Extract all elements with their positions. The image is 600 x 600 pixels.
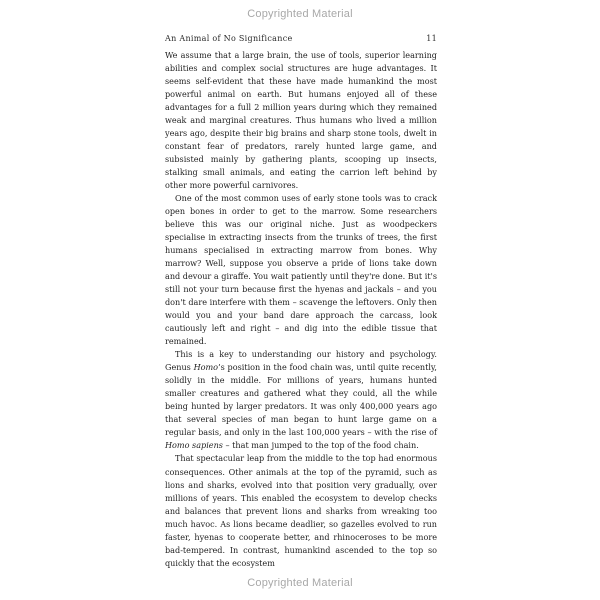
paragraph: We assume that a large brain, the use of tools, superior learning abilities and complex social structures are huge advantages. It seems self-evident that these have made humankind the most powerful animal on earth. But humans enjoyed all of these advantages for a full 2 million years during which they remained weak and marginal creatures. Thus humans who lived a million years ago, despite their big brains and sharp stone tools, dwelt in constant fear of predators, rarely hunted large game, and subsisted mainly by gathering plants, scooping up insects, stalking small animals, and eating the carrion left behind by other more powerful carnivores. xyxy=(165,50,437,191)
chapter-title: An Animal of No Significance xyxy=(165,34,293,43)
book-page xyxy=(165,32,437,570)
paragraph: This is a key to understanding our history and psychology. Genus Homo’s position in the food chain was, until quite recently, solidly in the middle. For millions of years, humans hunted smaller creatures and gathered what they could, all the while being hunted by larger predators. It was only 400,000 years ago that several species of man began to hunt large game on a regular basis, and only in the last 100,000 years – with the rise of Homo sapiens – that man jumped to the top of the food chain. xyxy=(165,349,437,451)
running-head xyxy=(165,32,437,46)
paragraph: One of the most common uses of early stone tools was to crack open bones in order to get to the marrow. Some researchers believe this was our original niche. Just as woodpeckers specialise in extracting insects from the trunks of trees, the first humans specialised in extracting marrow from bones. Why marrow? Well, suppose you observe a pride of lions take down and devour a giraffe. You wait patiently until they're done. But it's still not your turn because first the hyenas and jackals – and you don't dare interfere with them – scavenge the leftovers. Only then would you and your band dare approach the carcass, look cautiously left and right – and dig into the edible tissue that remained. xyxy=(165,193,437,347)
copyright-watermark-bottom: Copyrighted Material xyxy=(247,577,353,589)
page-number: 11 xyxy=(426,34,437,43)
paragraph: That spectacular leap from the middle to the top had enormous consequences. Other animals at the top of the pyramid, such as lions and sharks, evolved into that position very gradually, over millions of years. This enabled the ecosystem to develop checks and balances that prevent lions and sharks from wreaking too much havoc. As lions became deadlier, so gazelles evolved to run faster, hyenas to cooperate better, and rhinoceroses to be more bad-tempered. In contrast, humankind ascended to the top so quickly that the ecosystem xyxy=(165,453,437,568)
copyright-watermark-top: Copyrighted Material xyxy=(247,8,353,20)
body-text xyxy=(165,49,437,570)
